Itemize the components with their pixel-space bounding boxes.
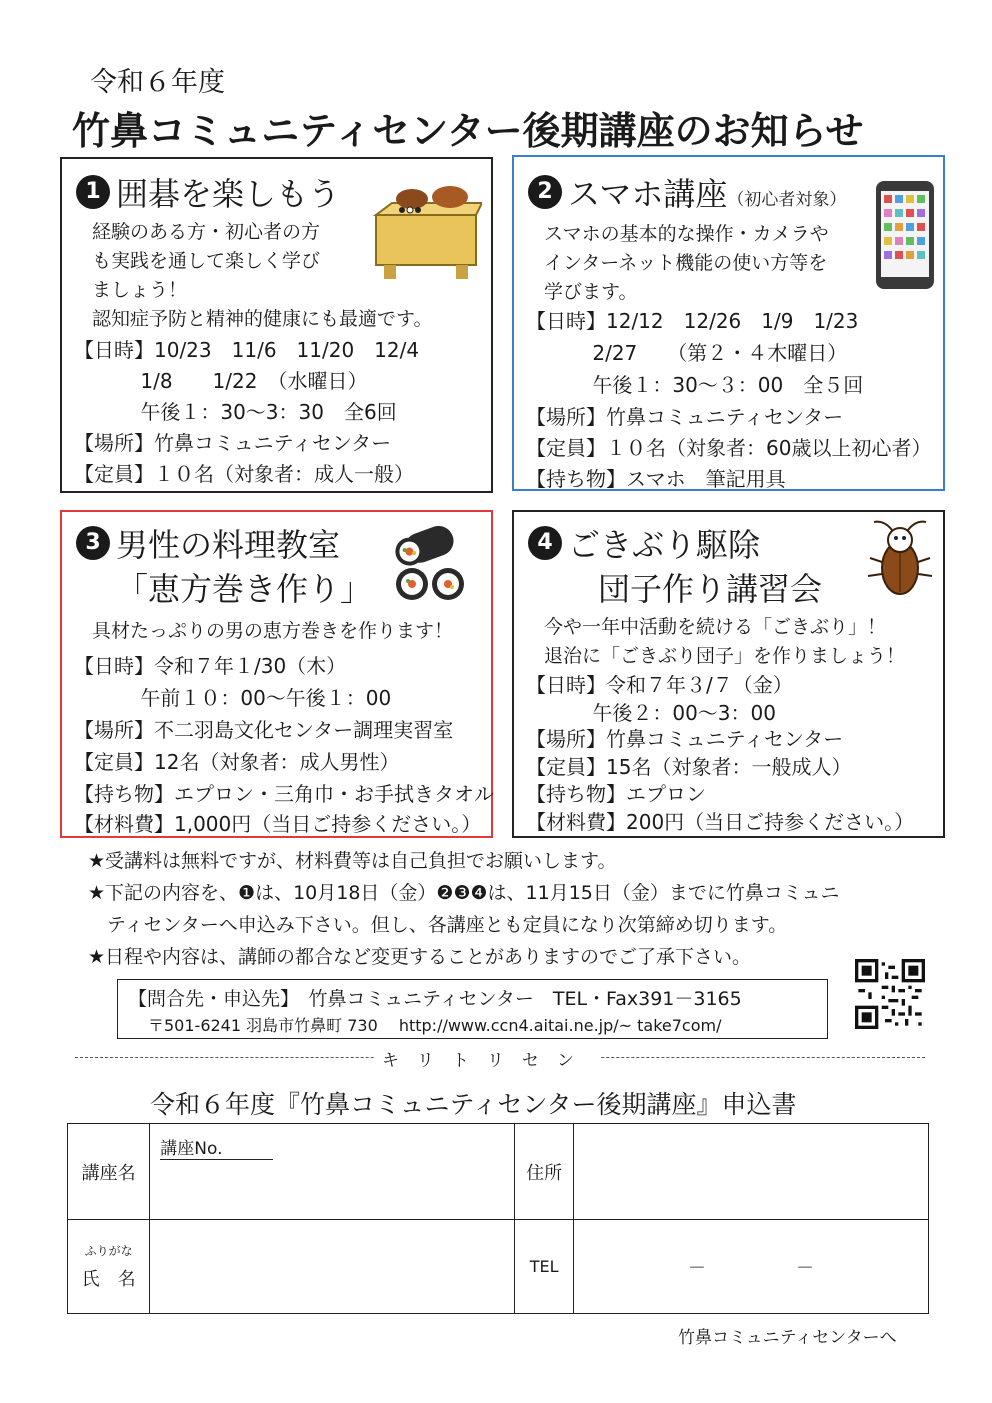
course-title-2 — [568, 169, 846, 215]
course-detail: 【場所】竹鼻コミュニティセンター — [74, 431, 392, 455]
course-title-3b: 「恵方巻き作り」 — [116, 570, 373, 608]
cockroach-illustration — [864, 518, 938, 600]
course-detail: 【定員】１０名（対象者：成人一般） — [74, 462, 414, 486]
course-number-4: 4 — [528, 526, 562, 560]
course-box-4 — [512, 510, 945, 838]
address-label: 住所 — [515, 1124, 574, 1220]
tel-field[interactable] — [573, 1220, 928, 1314]
course-detail: 【日時】10/23 11/6 11/20 12/4 — [74, 338, 420, 362]
name-label-cell — [68, 1220, 150, 1314]
course-detail: 【日時】令和７年１/30（木） — [74, 654, 347, 678]
smartphone-illustration — [874, 179, 938, 293]
course-detail: 【持ち物】スマホ 筆記用具 — [526, 467, 786, 491]
course-desc-line: スマホの基本的な操作・カメラや — [544, 223, 829, 245]
cut-line-label: キリトリセン — [374, 1046, 600, 1071]
course-detail: 【定員】１０名（対象者：60歳以上初心者） — [526, 436, 932, 460]
course-title-3: 男性の料理教室 — [116, 526, 341, 564]
course-number-3: 3 — [76, 526, 110, 560]
course-detail: 午後１：30〜3：30 全6回 — [74, 400, 397, 424]
course-detail: 午後１：30〜３：00 全５回 — [526, 373, 864, 397]
go-board-illustration — [372, 185, 482, 285]
course-detail: 【持ち物】エプロン — [526, 782, 706, 806]
note-line: ティセンターへ申込み下さい。但し、各講座とも定員になり次第締め切ります。 — [88, 914, 788, 936]
course-desc-line: 経験のある方・初心者の方 — [92, 221, 321, 243]
course-detail: 【場所】竹鼻コミュニティセンター — [526, 405, 844, 429]
name-field[interactable] — [150, 1220, 515, 1314]
course-title-4: ごきぶり駆除 — [568, 526, 761, 564]
course-no-label: 講座No. — [160, 1134, 272, 1160]
course-box-3 — [60, 510, 493, 838]
course-title-4b: 団子作り講習会 — [598, 570, 823, 608]
course-desc-line: 学びます。 — [544, 281, 638, 303]
address-field[interactable] — [573, 1124, 928, 1220]
qr-code[interactable] — [855, 959, 925, 1029]
course-number-1: 1 — [76, 175, 110, 209]
note-line: ★受講料は無料ですが、材料費等は自己負担でお願いします。 — [88, 850, 617, 872]
course-detail: 【材料費】200円（当日ご持参ください。） — [526, 810, 915, 834]
submit-to: 竹鼻コミュニティセンターへ — [678, 1328, 897, 1348]
course-detail: 【場所】竹鼻コミュニティセンター — [526, 727, 844, 751]
course-name-label: 講座名 — [68, 1124, 150, 1220]
course-desc-line: 認知症予防と精神的健康にも最適です。 — [92, 308, 433, 330]
fiscal-year: 令和６年度 — [90, 67, 225, 98]
course-desc-line: ましょう！ — [92, 279, 188, 301]
course-box-1 — [60, 157, 493, 493]
contact-box — [117, 979, 828, 1039]
tel-dashes: － － — [687, 1257, 814, 1279]
course-detail: 【材料費】1,000円（当日ご持参ください。） — [74, 812, 482, 836]
application-form-title: 令和６年度『竹鼻コミュニティセンター後期講座』申込書 — [150, 1090, 797, 1119]
course-name-field[interactable] — [150, 1124, 515, 1220]
course-number-2: 2 — [528, 175, 562, 209]
course-detail: 【持ち物】エプロン・三角巾・お手拭きタオル — [74, 782, 494, 806]
note-line: ★下記の内容を、❶は、10月18日（金）❷❸❹は、11月15日（金）までに竹鼻コミュニ — [88, 882, 840, 904]
course-box-2 — [512, 155, 945, 491]
furigana-label: ふりがな — [84, 1244, 133, 1258]
note-line: ★日程や内容は、講師の都合など変更することがありますのでご了承下さい。 — [88, 946, 752, 968]
name-label: 氏 名 — [81, 1269, 136, 1290]
course-detail: 午前１０：00〜午後１：00 — [74, 686, 392, 710]
course-title-note: （初心者対象） — [727, 190, 847, 210]
ehomaki-illustration — [392, 526, 482, 606]
course-detail: 午後２：00〜3：00 — [526, 701, 776, 725]
course-detail: 2/27 （第２・４木曜日） — [526, 341, 848, 365]
course-detail: 【場所】不二羽島文化センター調理実習室 — [74, 718, 454, 742]
course-detail: 【定員】15名（対象者：一般成人） — [526, 755, 852, 779]
contact-line-1: 【問合先・申込先】 竹鼻コミュニティセンター TEL・Fax391－3165 — [128, 988, 742, 1010]
course-detail: 1/8 1/22 （水曜日） — [74, 369, 368, 393]
course-desc-line: 退治に「ごきぶり団子」を作りましょう！ — [544, 645, 906, 667]
page-title: 竹鼻コミュニティセンター後期講座のお知らせ — [72, 109, 864, 153]
course-detail: 【日時】令和７年３/７（金） — [526, 673, 793, 697]
course-desc-line: インターネット機能の使い方等を — [544, 252, 828, 274]
course-title-1: 囲碁を楽しもう — [116, 175, 341, 213]
course-desc-line: 具材たっぷりの男の恵方巻きを作ります！ — [92, 620, 454, 642]
tel-label: TEL — [515, 1220, 574, 1314]
application-form — [67, 1123, 929, 1314]
contact-line-2[interactable]: 〒501-6241 羽島市竹鼻町 730 http://www.ccn4.aitai.ne.jp/~ take7com/ — [148, 1016, 722, 1035]
course-detail: 【日時】12/12 12/26 1/9 1/23 — [526, 309, 859, 333]
course-desc-line: も実践を通して楽しく学び — [92, 250, 321, 272]
course-detail: 【定員】12名（対象者：成人男性） — [74, 750, 400, 774]
course-desc-line: 今や一年中活動を続ける「ごきぶり」！ — [544, 616, 887, 638]
course-title-text: スマホ講座 — [568, 175, 728, 213]
